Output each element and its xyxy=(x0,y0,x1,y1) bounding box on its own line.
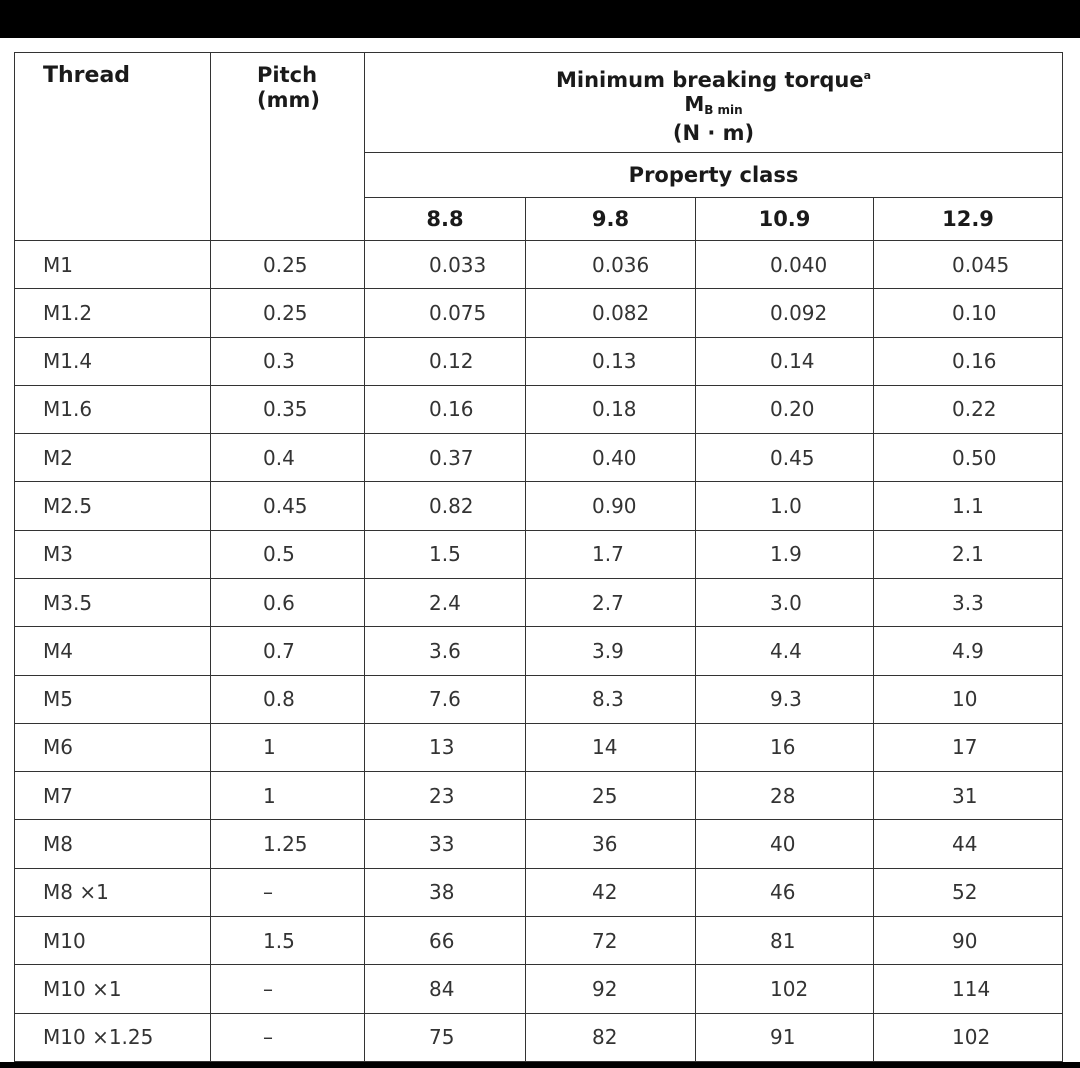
torque-value-cell: 8.3 xyxy=(526,675,696,723)
pitch-cell: 1 xyxy=(211,723,365,771)
pitch-cell: 0.25 xyxy=(211,241,365,289)
torque-value-cell: 40 xyxy=(696,820,874,868)
table-row xyxy=(15,289,1063,337)
bottom-black-bar xyxy=(0,1062,1080,1068)
pitch-cell: – xyxy=(211,868,365,916)
torque-value-cell: 28 xyxy=(696,772,874,820)
pitch-cell: 0.3 xyxy=(211,337,365,385)
pitch-cell: 0.6 xyxy=(211,578,365,626)
torque-value-cell: 0.092 xyxy=(696,289,874,337)
table-row xyxy=(15,1013,1063,1062)
thread-cell: M1.6 xyxy=(15,385,211,433)
table-row xyxy=(15,337,1063,385)
torque-value-cell: 92 xyxy=(526,965,696,1013)
thread-cell: M10 ×1.25 xyxy=(15,1013,211,1062)
header-thread: Thread xyxy=(15,53,211,241)
pitch-cell: 0.7 xyxy=(211,627,365,675)
thread-cell: M10 xyxy=(15,916,211,964)
header-class-12-9: 12.9 xyxy=(874,198,1063,241)
table-row xyxy=(15,434,1063,482)
torque-value-cell: 38 xyxy=(365,868,526,916)
torque-value-cell: 2.7 xyxy=(526,578,696,626)
torque-value-cell: 3.6 xyxy=(365,627,526,675)
table-row xyxy=(15,385,1063,433)
torque-value-cell: 0.12 xyxy=(365,337,526,385)
header-pitch-label: Pitch xyxy=(257,63,318,87)
header-pitch-unit: (mm) xyxy=(257,88,320,112)
torque-symbol-subscript: B min xyxy=(704,103,743,117)
torque-value-cell: 3.0 xyxy=(696,578,874,626)
torque-footnote: a xyxy=(863,69,872,82)
torque-value-cell: 10 xyxy=(874,675,1063,723)
table-row xyxy=(15,241,1063,289)
torque-value-cell: 0.075 xyxy=(365,289,526,337)
torque-value-cell: 1.0 xyxy=(696,482,874,530)
thread-cell: M3.5 xyxy=(15,578,211,626)
pitch-cell: 0.25 xyxy=(211,289,365,337)
torque-value-cell: 14 xyxy=(526,723,696,771)
header-class-10-9: 10.9 xyxy=(696,198,874,241)
pitch-cell: 0.5 xyxy=(211,530,365,578)
thread-cell: M7 xyxy=(15,772,211,820)
torque-value-cell: 42 xyxy=(526,868,696,916)
torque-value-cell: 0.040 xyxy=(696,241,874,289)
thread-cell: M8 xyxy=(15,820,211,868)
torque-value-cell: 1.9 xyxy=(696,530,874,578)
torque-value-cell: 0.90 xyxy=(526,482,696,530)
torque-value-cell: 66 xyxy=(365,916,526,964)
top-black-bar xyxy=(0,0,1080,38)
torque-value-cell: 0.033 xyxy=(365,241,526,289)
torque-value-cell: 0.18 xyxy=(526,385,696,433)
header-property-class: Property class xyxy=(365,153,1063,198)
table-row xyxy=(15,675,1063,723)
torque-value-cell: 91 xyxy=(696,1013,874,1062)
torque-value-cell: 1.1 xyxy=(874,482,1063,530)
thread-cell: M10 ×1 xyxy=(15,965,211,1013)
thread-cell: M2 xyxy=(15,434,211,482)
torque-value-cell: 0.16 xyxy=(365,385,526,433)
table-row xyxy=(15,868,1063,916)
torque-value-cell: 0.40 xyxy=(526,434,696,482)
pitch-cell: – xyxy=(211,965,365,1013)
torque-value-cell: 0.14 xyxy=(696,337,874,385)
torque-value-cell: 23 xyxy=(365,772,526,820)
torque-value-cell: 3.3 xyxy=(874,578,1063,626)
table-row xyxy=(15,965,1063,1013)
torque-value-cell: 1.7 xyxy=(526,530,696,578)
table-row xyxy=(15,820,1063,868)
torque-value-cell: 0.045 xyxy=(874,241,1063,289)
table-row xyxy=(15,916,1063,964)
torque-value-cell: 17 xyxy=(874,723,1063,771)
thread-cell: M1 xyxy=(15,241,211,289)
thread-cell: M1.2 xyxy=(15,289,211,337)
torque-value-cell: 13 xyxy=(365,723,526,771)
torque-value-cell: 0.082 xyxy=(526,289,696,337)
pitch-cell: 0.8 xyxy=(211,675,365,723)
torque-value-cell: 102 xyxy=(874,1013,1063,1062)
torque-value-cell: 0.50 xyxy=(874,434,1063,482)
torque-value-cell: 0.82 xyxy=(365,482,526,530)
header-class-9-8: 9.8 xyxy=(526,198,696,241)
pitch-cell: 0.4 xyxy=(211,434,365,482)
thread-cell: M3 xyxy=(15,530,211,578)
torque-value-cell: 75 xyxy=(365,1013,526,1062)
torque-value-cell: 52 xyxy=(874,868,1063,916)
torque-value-cell: 16 xyxy=(696,723,874,771)
torque-unit: (N · m) xyxy=(672,121,755,145)
torque-value-cell: 9.3 xyxy=(696,675,874,723)
table-row xyxy=(15,530,1063,578)
torque-value-cell: 25 xyxy=(526,772,696,820)
torque-value-cell: 0.20 xyxy=(696,385,874,433)
pitch-cell: 0.45 xyxy=(211,482,365,530)
torque-value-cell: 1.5 xyxy=(365,530,526,578)
torque-value-cell: 84 xyxy=(365,965,526,1013)
table-row xyxy=(15,723,1063,771)
table-row xyxy=(15,482,1063,530)
pitch-cell: – xyxy=(211,1013,365,1062)
torque-value-cell: 0.22 xyxy=(874,385,1063,433)
pitch-cell: 1.25 xyxy=(211,820,365,868)
pitch-cell: 0.35 xyxy=(211,385,365,433)
torque-symbol-main: M xyxy=(684,92,705,116)
torque-value-cell: 31 xyxy=(874,772,1063,820)
torque-value-cell: 33 xyxy=(365,820,526,868)
thread-cell: M4 xyxy=(15,627,211,675)
torque-value-cell: 90 xyxy=(874,916,1063,964)
torque-value-cell: 3.9 xyxy=(526,627,696,675)
torque-value-cell: 0.036 xyxy=(526,241,696,289)
torque-value-cell: 36 xyxy=(526,820,696,868)
torque-title: Minimum breaking torque xyxy=(556,68,864,92)
torque-value-cell: 72 xyxy=(526,916,696,964)
torque-symbol xyxy=(365,93,1062,121)
pitch-cell: 1.5 xyxy=(211,916,365,964)
header-pitch xyxy=(211,53,365,241)
torque-value-cell: 81 xyxy=(696,916,874,964)
table-row xyxy=(15,578,1063,626)
thread-cell: M1.4 xyxy=(15,337,211,385)
torque-value-cell: 114 xyxy=(874,965,1063,1013)
torque-value-cell: 7.6 xyxy=(365,675,526,723)
torque-value-cell: 4.4 xyxy=(696,627,874,675)
breaking-torque-table xyxy=(14,52,1063,1062)
thread-cell: M2.5 xyxy=(15,482,211,530)
header-class-8-8: 8.8 xyxy=(365,198,526,241)
header-min-breaking-torque xyxy=(365,53,1063,153)
table-row xyxy=(15,772,1063,820)
torque-value-cell: 102 xyxy=(696,965,874,1013)
torque-value-cell: 0.37 xyxy=(365,434,526,482)
torque-value-cell: 0.13 xyxy=(526,337,696,385)
thread-cell: M5 xyxy=(15,675,211,723)
pitch-cell: 1 xyxy=(211,772,365,820)
torque-value-cell: 82 xyxy=(526,1013,696,1062)
torque-value-cell: 0.16 xyxy=(874,337,1063,385)
torque-value-cell: 2.1 xyxy=(874,530,1063,578)
table-row xyxy=(15,627,1063,675)
torque-value-cell: 2.4 xyxy=(365,578,526,626)
torque-value-cell: 4.9 xyxy=(874,627,1063,675)
table-body xyxy=(15,241,1063,1062)
torque-value-cell: 46 xyxy=(696,868,874,916)
thread-cell: M8 ×1 xyxy=(15,868,211,916)
torque-value-cell: 0.10 xyxy=(874,289,1063,337)
torque-value-cell: 0.45 xyxy=(696,434,874,482)
torque-value-cell: 44 xyxy=(874,820,1063,868)
thread-cell: M6 xyxy=(15,723,211,771)
